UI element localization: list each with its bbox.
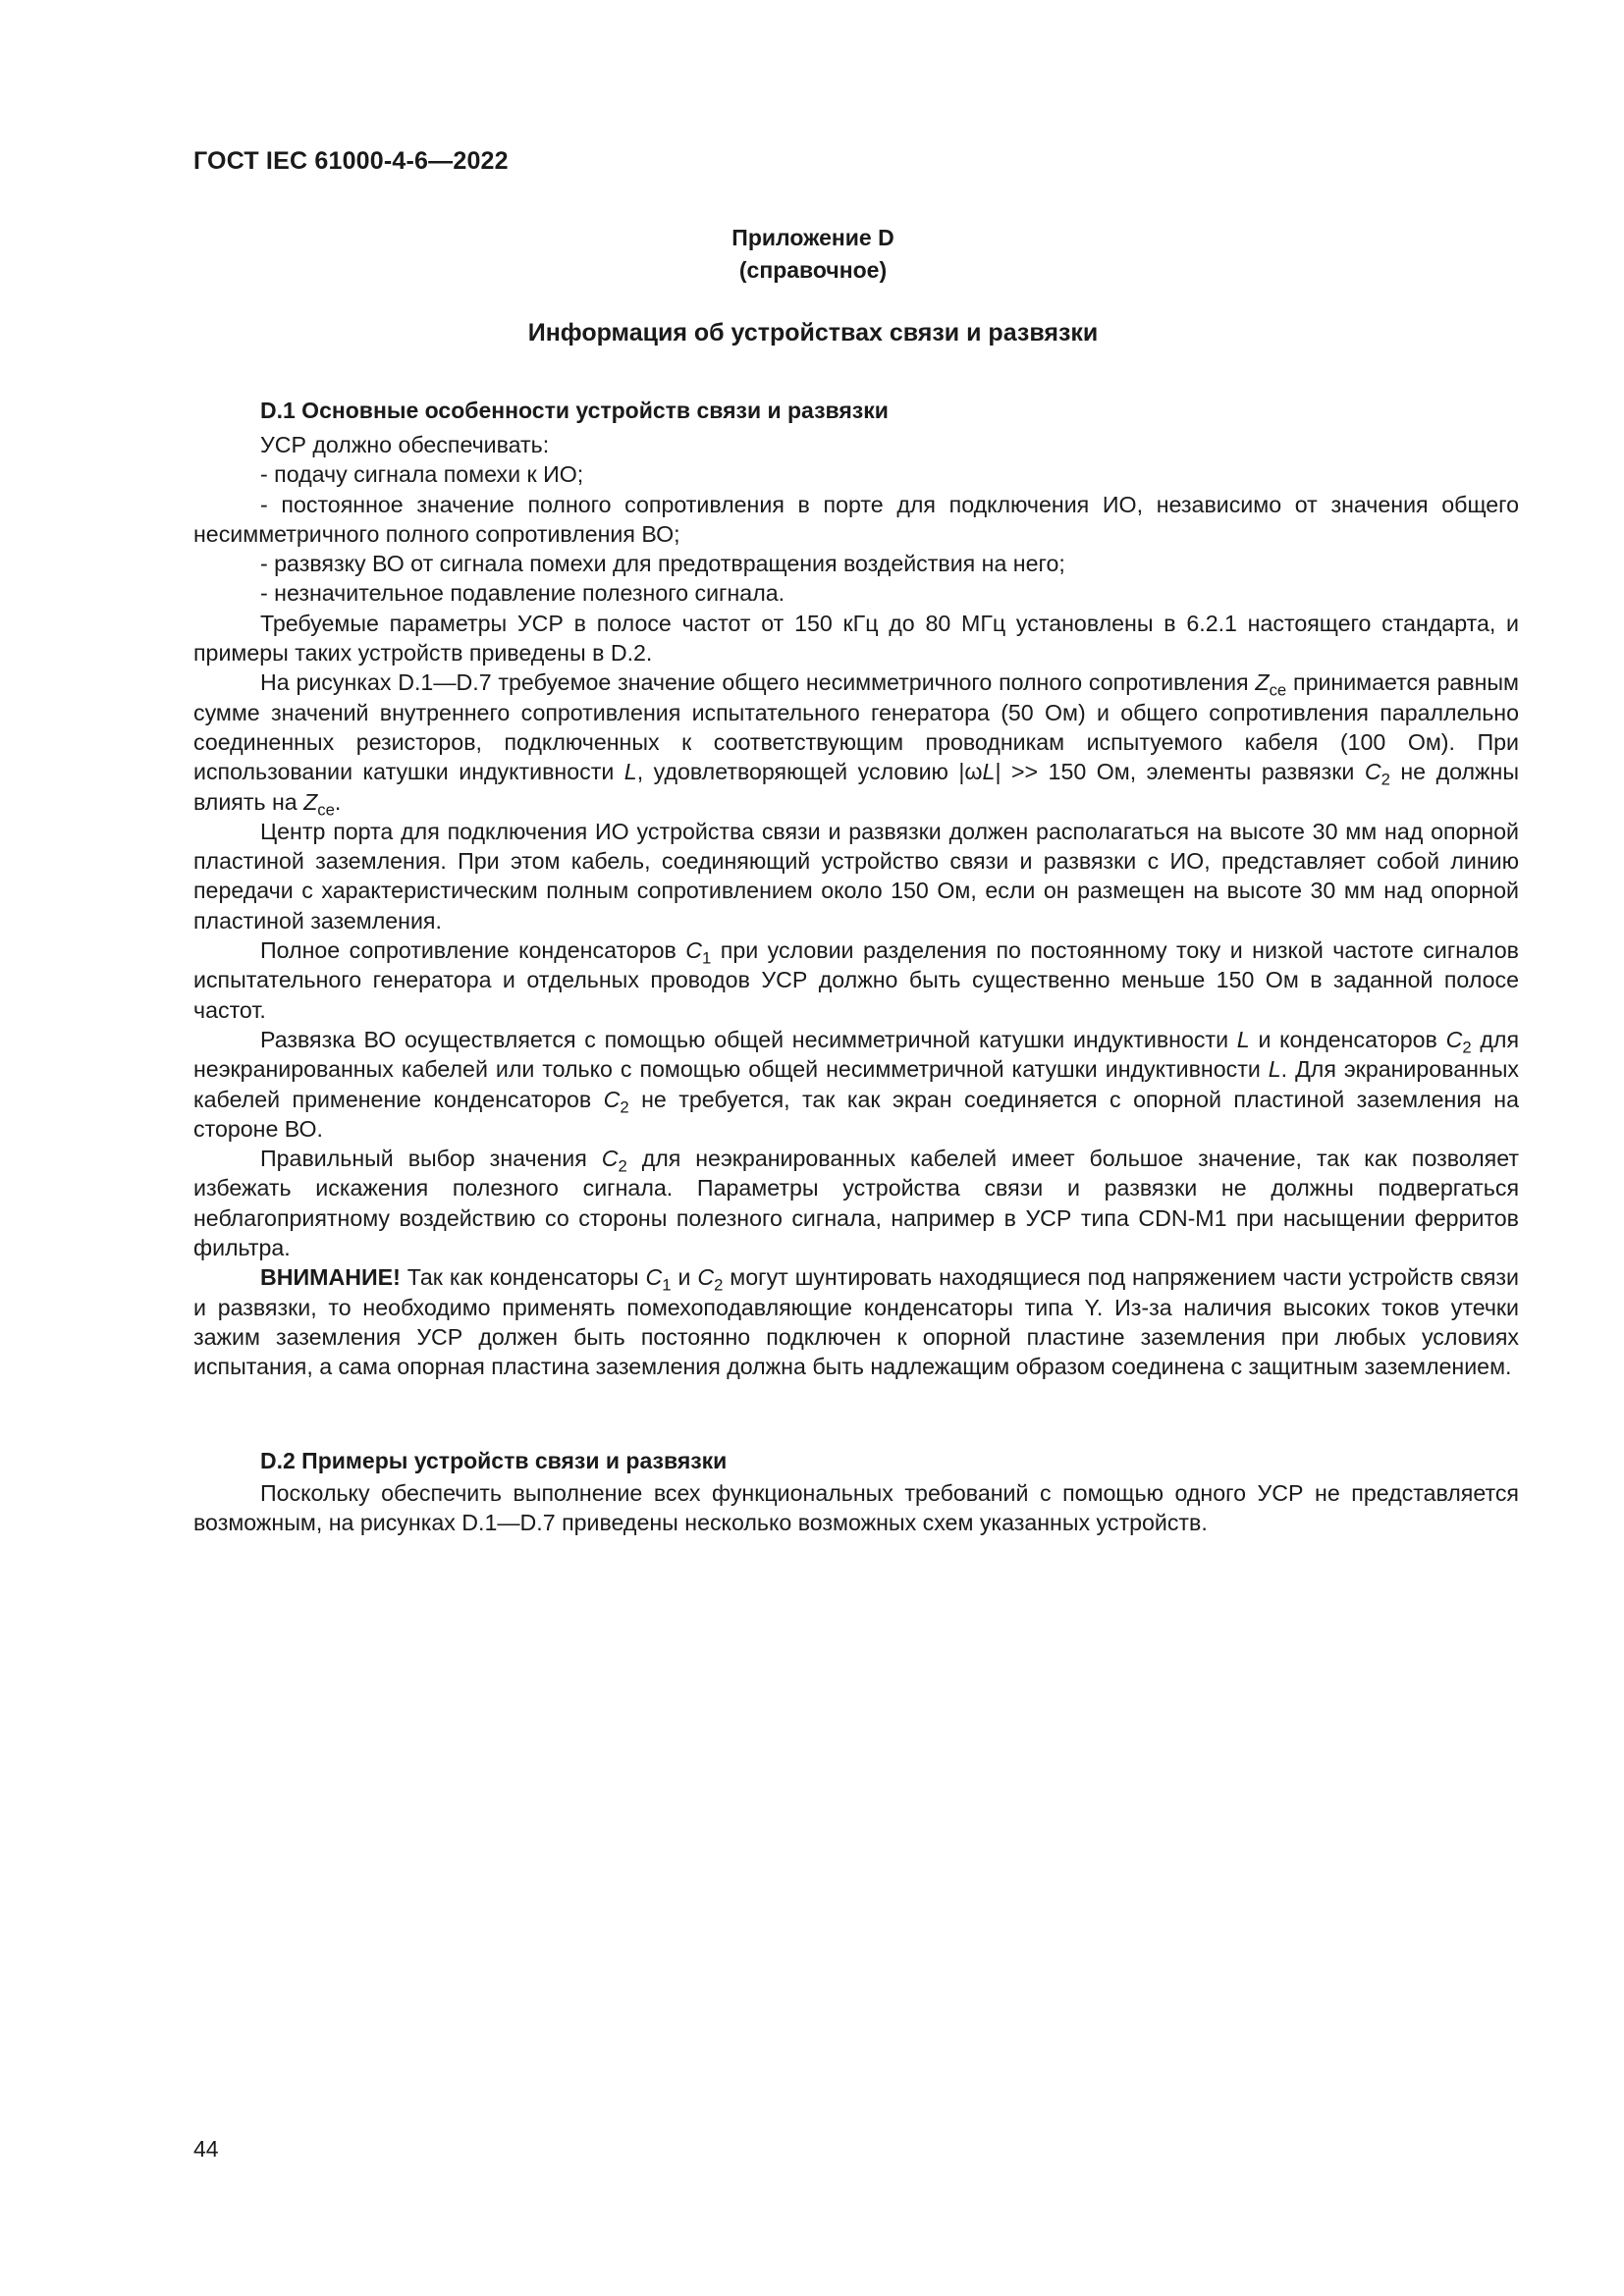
warning-paragraph: ВНИМАНИЕ! Так как конденсаторы $C_1$ и $C_2$ могут шунтировать находящиеся под напряжением части устройств связи и развязки, то необходимо применять помехоподавляющие конденсаторы типа Y. Из-за наличия высоких токов утечки зажим заземления УСР должен быть постоянно подключен к опорной пластине заземления при любых условиях испытания, а сама опорная пластина заземления должна быть надлежащим образом соединена с защитным заземлением. bbox=[193, 1264, 1519, 1380]
section-d1-heading: D.1 Основные особенности устройств связи и развязки bbox=[260, 398, 889, 423]
paragraph: Полное сопротивление конденсаторов $C_1$ при условии разделения по постоянному току и низкой частоте сигналов испытательного генератора и отдельных проводов УСР должно быть существенно меньше 150 Ом в заданной полосе частот. bbox=[193, 937, 1519, 1023]
paragraph: Требуемые параметры УСР в полосе частот от 150 кГц до 80 МГц установлены в 6.2.1 настоящего стандарта, и примеры таких устройств приведены в D.2. bbox=[193, 610, 1519, 667]
paragraph: УСР должно обеспечивать: bbox=[260, 432, 550, 457]
warning-label: ВНИМАНИЕ! bbox=[260, 1264, 401, 1291]
paragraph: Правильный выбор значения $C_2$ для неэкранированных кабелей имеет большое значение, так как позволяет избежать искажения полезного сигнала. Параметры устройства связи и развязки не должны подвергаться неблагоприятному воздействию со стороны полезного сигнала, например в УСР типа CDN-M1 при насыщении ферритов фильтра. bbox=[193, 1146, 1519, 1261]
list-item: - развязку ВО от сигнала помехи для предотвращения воздействия на него; bbox=[260, 551, 1065, 577]
section-d2-body bbox=[193, 1478, 1519, 1538]
document-code: ГОСТ IEC 61000-4-6—2022 bbox=[193, 147, 509, 175]
paragraph: Развязка ВО осуществляется с помощью общей несимметричной катушки индуктивности L и конденсаторов $C_2$ для неэкранированных кабелей или только с помощью общей несимметричной катушки индуктивности L. Для экранированных кабелей применение конденсаторов $C_2$ не требуется, так как экран соединяется с опорной пластиной заземления на стороне ВО. bbox=[193, 1026, 1519, 1142]
annex-title: Приложение D bbox=[731, 225, 894, 250]
list-item: - подачу сигнала помехи к ИО; bbox=[260, 461, 584, 488]
list-item: - постоянное значение полного сопротивления в порте для подключения ИО, независимо от значения общего несимметричного полного сопротивления ВО; bbox=[193, 491, 1519, 547]
page-number: 44 bbox=[193, 2136, 219, 2162]
paragraph: Поскольку обеспечить выполнение всех функциональных требований с помощью одного УСР не представляется возможным, на рисунках D.1—D.7 приведены несколько возможных схем указанных устройств. bbox=[193, 1480, 1519, 1536]
main-title: Информация об устройствах связи и развязки bbox=[527, 319, 1099, 347]
paragraph: На рисунках D.1—D.7 требуемое значение общего несимметричного полного сопротивления $Z_{ce}$ принимается равным сумме значений внутреннего сопротивления испытательного генератора (50 Ом) и общего сопротивления параллельно соединенных резисторов, подключенных к соответствующим проводникам испытуемого кабеля (100 Ом). При использовании катушки индуктивности L, удовлетворяющей условию |ωL| >> 150 Ом, элементы развязки $C_2$ не должны влиять на $Z_{ce}$. bbox=[193, 669, 1520, 819]
paragraph: Центр порта для подключения ИО устройства связи и развязки должен располагаться на высоте 30 мм над опорной пластиной заземления. При этом кабель, соединяющий устройство связи и развязки с ИО, представляет собой линию передачи с характеристическим полным сопротивлением около 150 Ом, если он размещен на высоте 30 мм над опорной пластиной заземления. bbox=[193, 818, 1519, 934]
list-item: - незначительное подавление полезного сигнала. bbox=[260, 580, 785, 607]
section-d2-heading: D.2 Примеры устройств связи и развязки bbox=[260, 1448, 728, 1473]
section-d1-body bbox=[193, 430, 1519, 1382]
annex-kind: (справочное) bbox=[738, 257, 888, 283]
